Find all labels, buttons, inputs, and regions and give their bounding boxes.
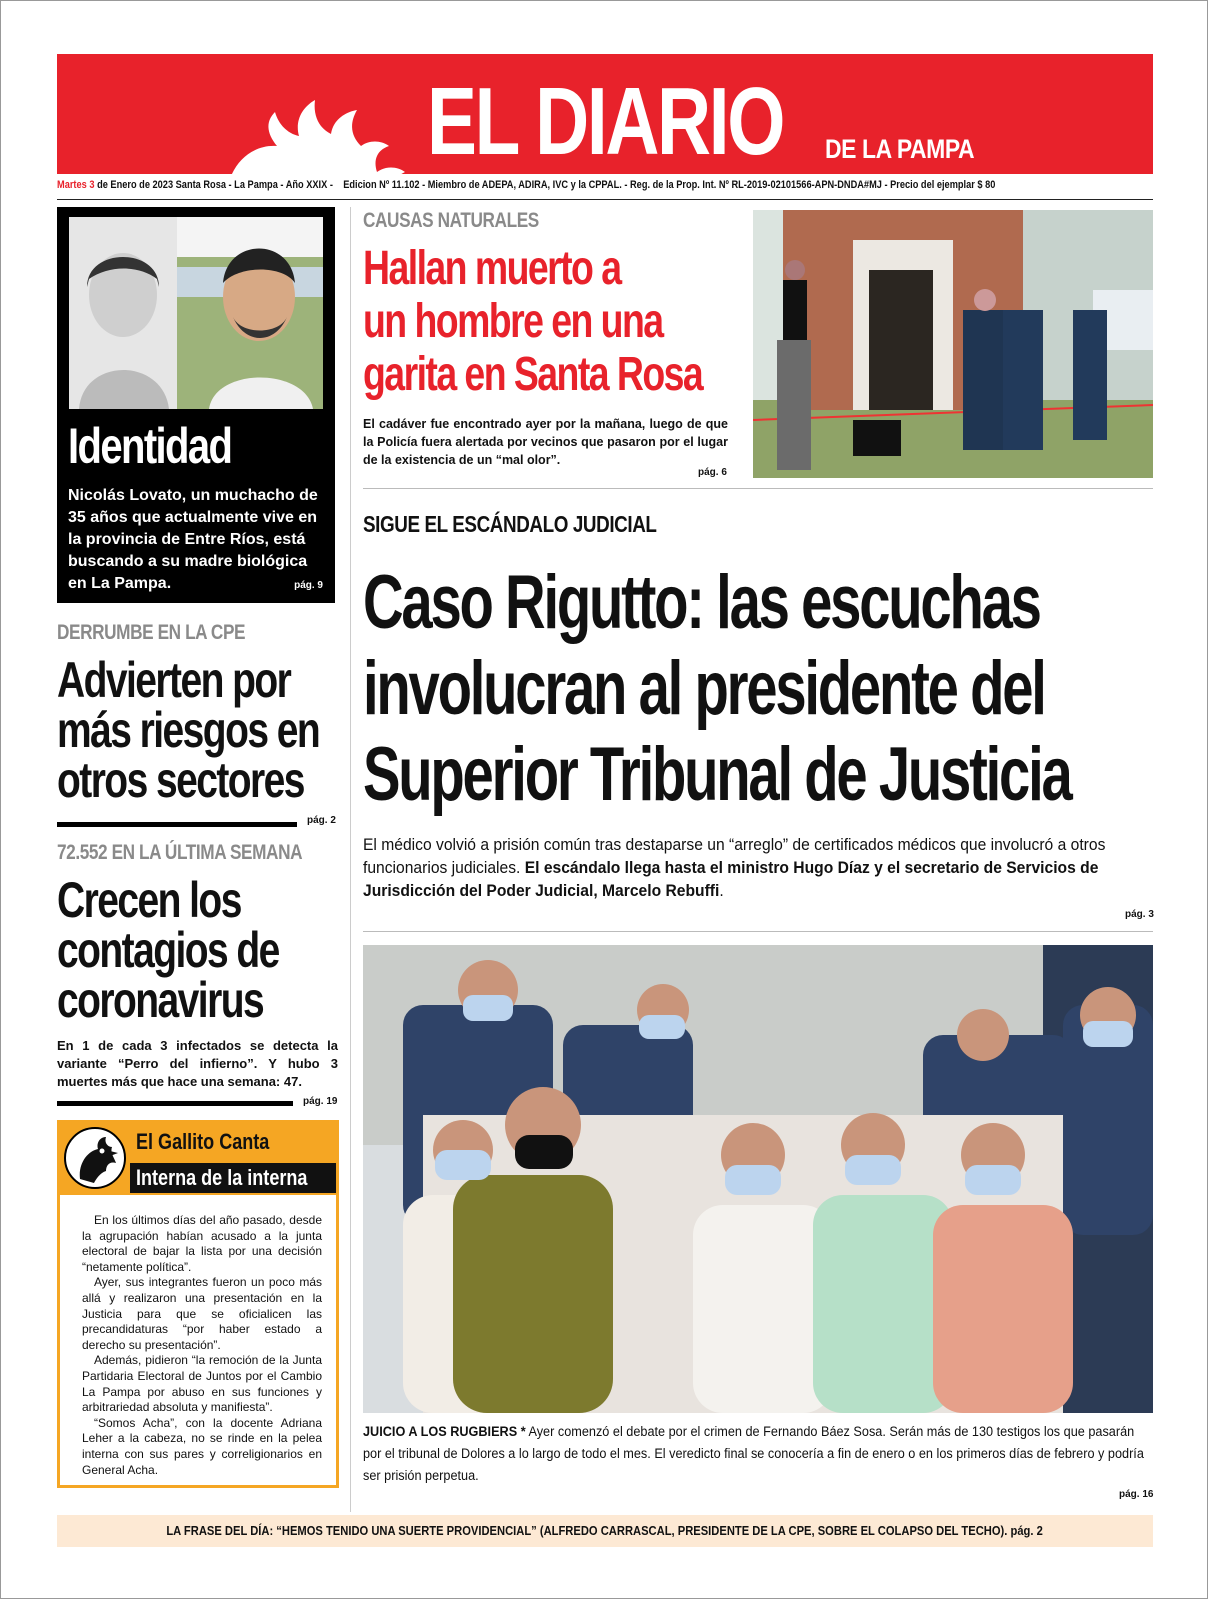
edition-details: Edicion Nº 11.102 - Miembro de ADEPA, ADIRA, IVC y la CPPAL. - Reg. de la Prop. Int. Nº RL-2019-02101566-APN-DNDA#MJ - Precio del ejemplar $ 80: [343, 179, 996, 191]
column-divider: [350, 207, 351, 1512]
masthead: [57, 54, 1153, 174]
gallito-subtitle: [130, 1163, 336, 1193]
masthead-subtitle: DE LA PAMPA: [825, 134, 975, 164]
rigutto-lead-bold: El escándalo llega hasta el ministro Hugo Díaz y el secretario de Servicios de Jurisdicción del Poder Judicial, Marcelo Rebuffi: [363, 858, 1099, 900]
contagios-kicker: 72.552 EN LA ÚLTIMA SEMANA: [57, 841, 303, 864]
contagios-text: En 1 de cada 3 infectados se detecta la variante “Perro del infierno”. Y hubo 3 muertes más que hace una semana: 47.: [57, 1038, 338, 1089]
identidad-photo: [69, 217, 323, 409]
garita-kicker: CAUSAS NATURALES: [363, 209, 539, 232]
rigutto-lead-text: El médico volvió a prisión común tras destaparse un “arreglo” de certificados médicos que involucró a otros funcionarios judiciales.: [363, 835, 1106, 877]
rigutto-headline-line: involucran al presidente del: [363, 646, 1045, 731]
derrumbe-page: pág. 2: [307, 815, 336, 826]
edition-info-line: [57, 179, 1153, 199]
edition-day: Martes 3: [57, 179, 95, 191]
gallito-column[interactable]: [57, 1120, 339, 1488]
gallito-subtitle-text: Interna de la interna: [136, 1165, 308, 1190]
rigutto-bottom-rule: [363, 931, 1153, 932]
rooster-logo-icon: [217, 94, 457, 174]
gallito-paragraph: En los últimos días del año pasado, desde la agrupación habían acusado a la junta electoral de bajar la lista por una decisión “netamente política”.: [82, 1213, 322, 1274]
masthead-title: EL DIARIO: [427, 68, 784, 174]
rigutto-top-rule: [363, 488, 1153, 489]
garita-page: pág. 6: [698, 467, 727, 478]
contagios-page: pág. 19: [303, 1096, 338, 1107]
garita-text: El cadáver fue encontrado ayer por la mañana, luego de que la Policía fuera alertada por vecinos que pasaron por el lugar de la existencia de un “mal olor”.: [363, 417, 728, 467]
gallito-title: El Gallito Canta: [136, 1129, 270, 1154]
masthead-rule: [57, 199, 1153, 200]
rigutto-page: pág. 3: [1125, 909, 1154, 920]
contagios-headline-line: Crecen los: [57, 872, 241, 928]
gallito-body: [82, 1213, 322, 1478]
rugbiers-page: pág. 16: [1119, 1489, 1154, 1500]
derrumbe-headline-line: Advierten por: [57, 652, 291, 708]
gallito-header: [60, 1123, 336, 1195]
rigutto-kicker: SIGUE EL ESCÁNDALO JUDICIAL: [363, 511, 657, 537]
garita-headline-line: Hallan muerto a: [363, 242, 621, 295]
rugbiers-photo: [363, 945, 1153, 1413]
rigutto-headline-line: Caso Rigutto: las escuchas: [363, 560, 1040, 645]
identidad-text: Nicolás Lovato, un muchacho de 35 años que actualmente vive en la provincia de Entre Ríos, está buscando a su madre biológica en La Pampa.: [68, 487, 318, 592]
identidad-box[interactable]: [57, 207, 335, 603]
gallito-paragraph: “Somos Acha”, con la docente Adriana Leher a la cabeza, no se rinde en la pelea interna con sus pares y correligionarios en General Acha.: [82, 1415, 322, 1477]
gallito-paragraph: Ayer, sus integrantes fueron un poco más allá y realizaron una presentación en la Justicia para que se oficialicen las precandidaturas “por haber estado a derecho su presentación”.: [82, 1275, 322, 1352]
frase-del-dia-bar: [57, 1515, 1153, 1547]
identidad-page: pág. 9: [294, 580, 323, 591]
rooster-icon: [64, 1127, 126, 1189]
derrumbe-kicker: DERRUMBE EN LA CPE: [57, 621, 246, 644]
identidad-title: Identidad: [68, 418, 232, 474]
rigutto-lead: [363, 833, 1152, 902]
contagios-rule: [57, 1101, 293, 1106]
edition-date: de Enero de 2023 Santa Rosa - La Pampa - Año XXIX -: [97, 179, 333, 191]
rugbiers-caption: [363, 1421, 1151, 1487]
rugbiers-caption-text: Ayer comenzó el debate por el crimen de Fernando Báez Sosa. Serán más de 130 testigos los que pasarán por el tribunal de Dolores a lo largo de todo el mes. El veredicto final se conocería a fin de enero o en los primeros días de febrero y podría ser prisión perpetua.: [363, 1424, 1144, 1483]
derrumbe-headline-line: otros sectores: [57, 752, 304, 808]
rugbiers-label: JUICIO A LOS RUGBIERS *: [363, 1424, 526, 1439]
contagios-headline-line: contagios de: [57, 922, 279, 978]
rigutto-lead-end: .: [719, 881, 724, 900]
derrumbe-headline-line: más riesgos en: [57, 702, 320, 758]
contagios-headline-line: coronavirus: [57, 972, 264, 1028]
garita-headline-line: garita en Santa Rosa: [363, 348, 703, 401]
derrumbe-rule: [57, 822, 297, 827]
frase-del-dia-text: LA FRASE DEL DÍA: “HEMOS TENIDO UNA SUERTE PROVIDENCIAL” (ALFREDO CARRASCAL, PRESIDENTE DE LA CPE, SOBRE EL COLAPSO DEL TECHO). pág. 2: [166, 1523, 1044, 1538]
garita-photo: [753, 210, 1153, 478]
garita-headline-line: un hombre en una: [363, 295, 663, 348]
rigutto-headline-line: Superior Tribunal de Justicia: [363, 732, 1071, 817]
gallito-paragraph: Además, pidieron “la remoción de la Junta Partidaria Electoral de Juntos por el Cambio La Pampa por abuso en sus funciones y arbitrariedad absoluta y manifiesta”.: [82, 1353, 322, 1415]
